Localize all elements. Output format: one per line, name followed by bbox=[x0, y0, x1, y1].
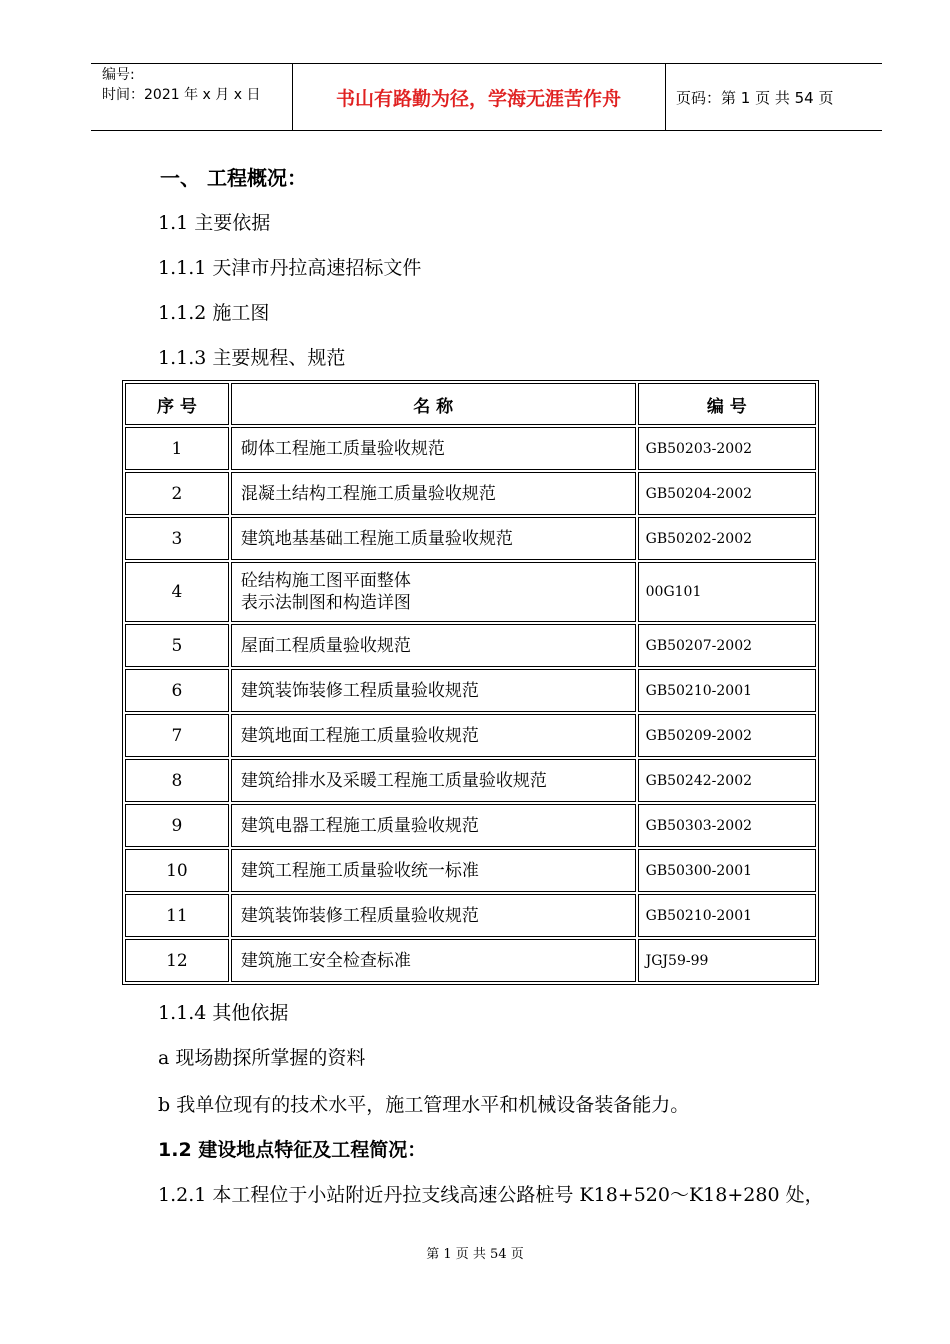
row-no: 10 bbox=[125, 849, 229, 892]
row-no: 12 bbox=[125, 939, 229, 982]
row-name: 屋面工程质量验收规范 bbox=[231, 624, 636, 667]
row-no: 1 bbox=[125, 427, 229, 470]
row-name-multiline bbox=[231, 562, 636, 622]
row-no: 3 bbox=[125, 517, 229, 560]
table-row bbox=[125, 562, 816, 622]
header-page-info: 页码：第 1 页 共 54 页 bbox=[676, 89, 834, 107]
page-footer: 第 1 页 共 54 页 bbox=[426, 1247, 524, 1262]
row-no: 11 bbox=[125, 894, 229, 937]
row-code: GB50242-2002 bbox=[638, 759, 816, 802]
header-code: 编 号 bbox=[638, 383, 816, 425]
table-row bbox=[125, 472, 816, 515]
row-no: 6 bbox=[125, 669, 229, 712]
header-divider-right bbox=[665, 63, 666, 130]
row-no: 2 bbox=[125, 472, 229, 515]
heading-1-1-3: 1.1.3 主要规程、规范 bbox=[158, 347, 346, 369]
table-row bbox=[125, 939, 816, 982]
heading-1-1-1: 1.1.1 天津市丹拉高速招标文件 bbox=[158, 257, 422, 279]
heading-1-1-2: 1.1.2 施工图 bbox=[158, 302, 270, 324]
row-code: JGJ59-99 bbox=[638, 939, 816, 982]
list-item-a: a 现场勘探所掌握的资料 bbox=[158, 1047, 366, 1069]
header-motto: 书山有路勤为径，学海无涯苦作舟 bbox=[335, 88, 621, 110]
section-title: 一、 工程概况： bbox=[160, 166, 307, 190]
header-top-rule bbox=[91, 63, 882, 64]
row-code: GB50303-2002 bbox=[638, 804, 816, 847]
header-bottom-rule bbox=[91, 130, 882, 131]
row-name-line1: 砼结构施工图平面整体 bbox=[240, 571, 411, 591]
row-code: GB50210-2001 bbox=[638, 669, 816, 712]
table-row bbox=[125, 894, 816, 937]
row-name: 混凝土结构工程施工质量验收规范 bbox=[231, 472, 636, 515]
row-code: GB50203-2002 bbox=[638, 427, 816, 470]
row-name: 建筑地基基础工程施工质量验收规范 bbox=[231, 517, 636, 560]
row-code: GB50207-2002 bbox=[638, 624, 816, 667]
table-row bbox=[125, 759, 816, 802]
row-name: 建筑装饰装修工程质量验收规范 bbox=[231, 669, 636, 712]
row-no: 4 bbox=[125, 562, 229, 622]
heading-1-1: 1.1 主要依据 bbox=[158, 212, 271, 234]
table-row bbox=[125, 624, 816, 667]
table-row bbox=[125, 427, 816, 470]
header-code-label: 编号: bbox=[102, 67, 135, 83]
table-row bbox=[125, 714, 816, 757]
table-row bbox=[125, 669, 816, 712]
heading-1-2-1: 1.2.1 本工程位于小站附近丹拉支线高速公路桩号 K18+520～K18+280 处， bbox=[158, 1184, 824, 1206]
row-code: GB50300-2001 bbox=[638, 849, 816, 892]
table-row bbox=[125, 849, 816, 892]
row-code: GB50209-2002 bbox=[638, 714, 816, 757]
row-no: 5 bbox=[125, 624, 229, 667]
standards-table bbox=[122, 380, 819, 985]
table-row bbox=[125, 804, 816, 847]
heading-1-2: 1.2 建设地点特征及工程简况： bbox=[158, 1139, 427, 1161]
row-name: 建筑电器工程施工质量验收规范 bbox=[231, 804, 636, 847]
row-no: 9 bbox=[125, 804, 229, 847]
table-row bbox=[125, 517, 816, 560]
row-code: 00G101 bbox=[638, 562, 816, 622]
row-name: 建筑工程施工质量验收统一标准 bbox=[231, 849, 636, 892]
row-name: 建筑施工安全检查标准 bbox=[231, 939, 636, 982]
list-item-b: b 我单位现有的技术水平，施工管理水平和机械设备装备能力。 bbox=[158, 1094, 690, 1116]
row-name: 建筑给排水及采暖工程施工质量验收规范 bbox=[231, 759, 636, 802]
row-code: GB50204-2002 bbox=[638, 472, 816, 515]
row-no: 8 bbox=[125, 759, 229, 802]
row-code: GB50210-2001 bbox=[638, 894, 816, 937]
header-time-label: 时间：2021 年 x 月 x 日 bbox=[102, 87, 261, 103]
row-name-line2: 表示法制图和构造详图 bbox=[240, 593, 411, 613]
heading-1-1-4: 1.1.4 其他依据 bbox=[158, 1002, 289, 1024]
row-name: 建筑装饰装修工程质量验收规范 bbox=[231, 894, 636, 937]
row-name: 砌体工程施工质量验收规范 bbox=[231, 427, 636, 470]
header-no: 序 号 bbox=[125, 383, 229, 425]
header-name: 名 称 bbox=[231, 383, 636, 425]
row-name: 建筑地面工程施工质量验收规范 bbox=[231, 714, 636, 757]
row-no: 7 bbox=[125, 714, 229, 757]
row-code: GB50202-2002 bbox=[638, 517, 816, 560]
table-header-row bbox=[125, 383, 816, 425]
